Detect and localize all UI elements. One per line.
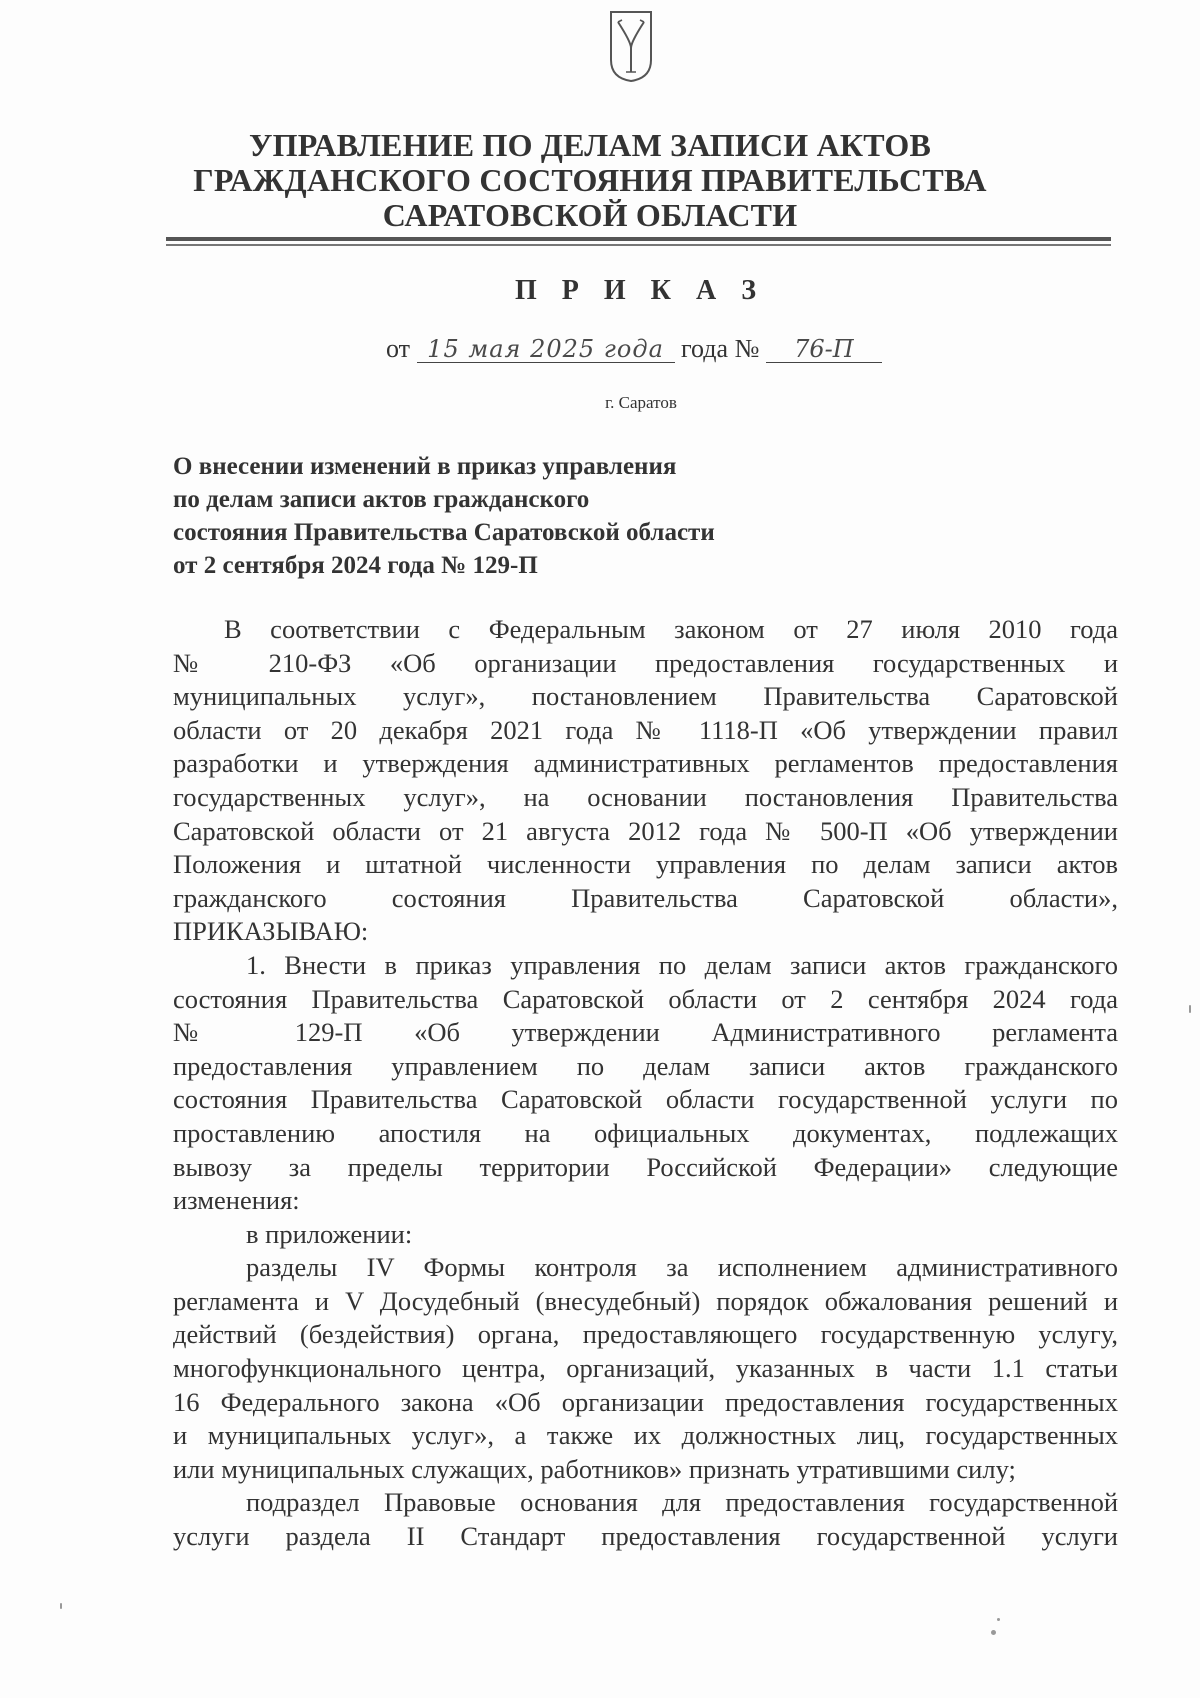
subject-line: от 2 сентября 2024 года № 129-П bbox=[173, 552, 538, 579]
paragraph-sections bbox=[173, 1251, 1118, 1486]
coat-of-arms-icon bbox=[606, 8, 656, 83]
scan-speck bbox=[1189, 1005, 1191, 1013]
text-line: предоставления управлением по делам записи актов гражданского bbox=[173, 1050, 1118, 1081]
text-line: состояния Правительства Саратовской области от 2 сентября 2024 года bbox=[173, 983, 1118, 1014]
text-line: регламента и V Досудебный (внесудебный) порядок обжалования решений и bbox=[173, 1285, 1118, 1316]
text-line: подраздел Правовые основания для предоставления государственной bbox=[246, 1487, 1118, 1518]
text-line: Положения и штатной численности управления по делам записи актов bbox=[173, 849, 1118, 880]
text-line: гражданского состояния Правительства Саратовской области», bbox=[173, 882, 1118, 913]
text-line: вывозу за пределы территории Российской Федерации» следующие bbox=[173, 1151, 1118, 1182]
text-line: государственных услуг», на основании постановления Правительства bbox=[173, 781, 1118, 812]
text-line: 1. Внести в приказ управления по делам записи актов гражданского bbox=[246, 949, 1118, 980]
text-line: и муниципальных услуг», а также их должностных лиц, государственных bbox=[173, 1420, 1118, 1451]
org-line-3: САРАТОВСКОЙ ОБЛАСТИ bbox=[382, 197, 798, 233]
text-line: многофункционального центра, организаций, указанных в части 1.1 статьи bbox=[173, 1353, 1118, 1384]
number-prefix: года № bbox=[681, 334, 760, 363]
scan-speck bbox=[997, 1618, 1000, 1621]
paragraph-appendix bbox=[173, 1218, 1118, 1252]
header-divider-thin bbox=[166, 244, 1111, 246]
order-date-number-line bbox=[386, 334, 882, 364]
organization-name bbox=[140, 128, 1040, 233]
paragraph-item-1 bbox=[173, 949, 1118, 1218]
paragraph-preamble bbox=[173, 613, 1118, 949]
document-type-title: П Р И К А З bbox=[515, 275, 765, 306]
text-line: изменения: bbox=[173, 1185, 300, 1216]
scan-speck bbox=[60, 1603, 62, 1609]
handwritten-number: 76-П bbox=[766, 336, 882, 363]
handwritten-date: 15 мая 2025 года bbox=[417, 336, 675, 363]
text-line: 16 Федерального закона «Об организации предоставления государственных bbox=[173, 1386, 1118, 1417]
order-body bbox=[173, 613, 1118, 1554]
text-line: № 210-ФЗ «Об организации предоставления государственных и bbox=[173, 647, 1118, 678]
text-line: ПРИКАЗЫВАЮ: bbox=[173, 916, 369, 947]
text-line: или муниципальных служащих, работников» признать утратившими силу; bbox=[173, 1453, 1016, 1484]
subject-line: состояния Правительства Саратовской области bbox=[173, 519, 715, 546]
order-subject bbox=[173, 450, 715, 582]
city-label: г. Саратов bbox=[605, 393, 677, 412]
text-line: проставлению апостиля на официальных документах, подлежащих bbox=[173, 1117, 1118, 1148]
text-line: разработки и утверждения административных регламентов предоставления bbox=[173, 748, 1118, 779]
header-divider-thick bbox=[166, 237, 1111, 241]
text-line: муниципальных услуг», постановлением Правительства Саратовской bbox=[173, 681, 1118, 712]
subject-line: по делам записи актов гражданского bbox=[173, 486, 590, 513]
paragraph-subsection bbox=[173, 1486, 1118, 1553]
text-line: в приложении: bbox=[246, 1218, 413, 1249]
text-line: № 129-П «Об утверждении Административного регламента bbox=[173, 1017, 1118, 1048]
scan-speck bbox=[991, 1630, 996, 1635]
text-line: состояния Правительства Саратовской области государственной услуги по bbox=[173, 1084, 1118, 1115]
org-line-2: ГРАЖДАНСКОГО СОСТОЯНИЯ ПРАВИТЕЛЬСТВА bbox=[193, 162, 987, 198]
text-line: услуги раздела II Стандарт предоставления государственной услуги bbox=[173, 1521, 1118, 1552]
text-line: Саратовской области от 21 августа 2012 года № 500-П «Об утверждении bbox=[173, 815, 1118, 846]
text-line: действий (бездействия) органа, предоставляющего государственную услугу, bbox=[173, 1319, 1118, 1350]
subject-line: О внесении изменений в приказ управления bbox=[173, 453, 677, 480]
date-prefix: от bbox=[386, 334, 411, 363]
text-line: области от 20 декабря 2021 года № 1118-П «Об утверждении правил bbox=[173, 714, 1118, 745]
text-line: В соответствии с Федеральным законом от 27 июля 2010 года bbox=[224, 614, 1118, 644]
org-line-1: УПРАВЛЕНИЕ ПО ДЕЛАМ ЗАПИСИ АКТОВ bbox=[248, 127, 932, 163]
text-line: разделы IV Формы контроля за исполнением административного bbox=[246, 1252, 1118, 1283]
